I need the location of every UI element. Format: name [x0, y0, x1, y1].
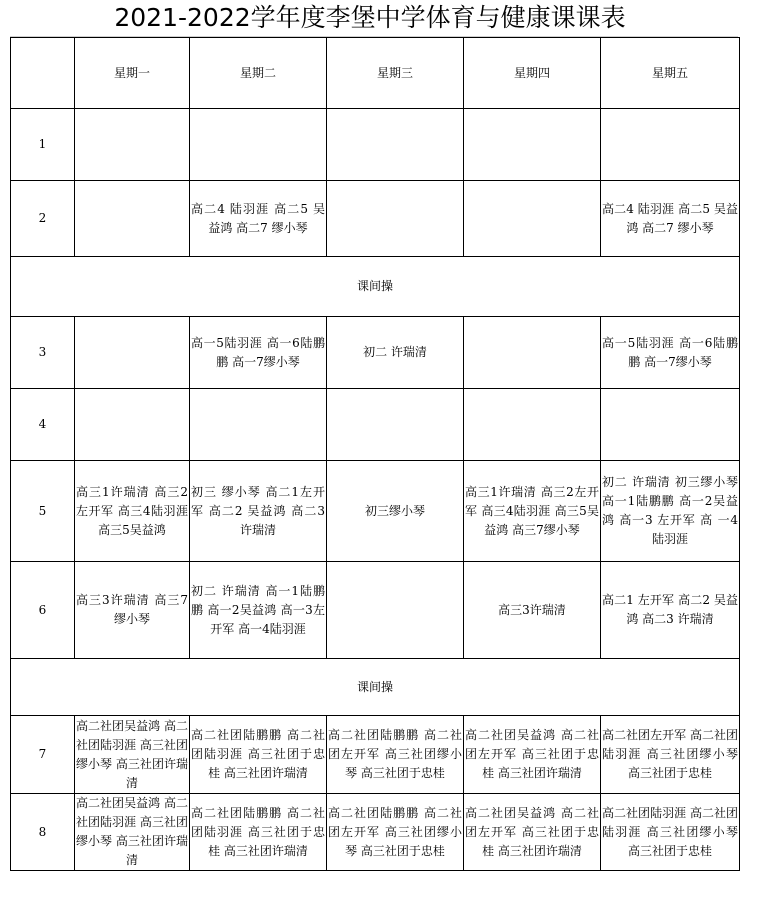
period-number: 4 [11, 389, 75, 461]
period-number: 8 [11, 794, 75, 871]
period-row-8 [11, 794, 740, 871]
cell-text: 高二社团陆鹏鹏 高二社团陆羽涯 高三社团于忠桂 高三社团许瑞清 [191, 728, 325, 780]
cell-text: 高二社团陆鹏鹏 高二社团左开军 高三社团缪小琴 高三社团于忠桂 [328, 805, 462, 858]
schedule-cell [601, 389, 740, 461]
cell-text: 高二社团吴益鸿 高二社团左开军 高三社团于忠桂 高三社团许瑞清 [465, 805, 599, 858]
cell-text: 高二社团吴益鸿 高二社团陆羽涯 高三社团缪小琴 高三社团许瑞清 [76, 796, 188, 867]
cell-text: 初二 许瑞清 高一1陆鹏鹏 高一2吴益鸿 高一3左开军 高一4陆羽涯 [191, 583, 325, 636]
schedule-cell [327, 562, 464, 659]
schedule-cell [601, 317, 740, 389]
schedule-cell [327, 389, 464, 461]
cell-text: 高三3许瑞清 [498, 602, 566, 617]
cell-text: 高二1 左开军 高二2 吴益鸿 高二3 许瑞清 [602, 593, 738, 626]
cell-text: 高二社团陆羽涯 高二社团陆羽涯 高三社团缪小琴 高三社团于忠桂 [602, 805, 738, 858]
schedule-cell [75, 562, 190, 659]
schedule-cell [327, 109, 464, 181]
period-number: 5 [11, 461, 75, 562]
day-header-tue: 星期二 [190, 38, 327, 109]
period-row-5 [11, 461, 740, 562]
cell-text: 高二社团陆鹏鹏 高二社团陆羽涯 高三社团于忠桂 高三社团许瑞清 [191, 805, 325, 858]
schedule-cell [464, 109, 601, 181]
schedule-cell [190, 562, 327, 659]
day-header-thu: 星期四 [464, 38, 601, 109]
schedule-cell [75, 461, 190, 562]
cell-text: 高一5陆羽涯 高一6陆鹏鹏 高一7缪小琴 [602, 335, 738, 369]
corner-cell [11, 38, 75, 109]
period-number: 7 [11, 716, 75, 794]
break-label: 课间操 [11, 659, 740, 716]
period-number: 2 [11, 181, 75, 257]
schedule-cell [601, 181, 740, 257]
schedule-cell [190, 181, 327, 257]
break-label: 课间操 [11, 257, 740, 317]
cell-text: 高三1许瑞清 高三2左开军 高三4陆羽涯 高三5吴益鸿 高三7缪小琴 [465, 484, 599, 537]
schedule-cell [190, 389, 327, 461]
cell-text: 初二 许瑞清 初三缪小琴 高一1陆鹏鹏 高一2吴益鸿 高一3 左开军 高 一4陆羽涯 [602, 475, 738, 546]
schedule-cell [464, 794, 601, 871]
schedule-cell [327, 794, 464, 871]
cell-text: 高二社团吴益鸿 高二社团陆羽涯 高三社团缪小琴 高三社团许瑞清 [76, 718, 188, 790]
period-number: 3 [11, 317, 75, 389]
schedule-cell [75, 181, 190, 257]
cell-text: 高三3许瑞清 高三7缪小琴 [76, 593, 188, 626]
cell-text: 初三 缪小琴 高二1左开军 高二2 吴益鸿 高二3 许瑞清 [191, 484, 325, 537]
schedule-cell [464, 181, 601, 257]
period-row-2 [11, 181, 740, 257]
cell-text: 高一5陆羽涯 高一6陆鹏鹏 高一7缪小琴 [191, 335, 325, 369]
schedule-table [10, 37, 740, 871]
break-row [11, 257, 740, 317]
period-row-3 [11, 317, 740, 389]
schedule-cell [190, 109, 327, 181]
cell-text: 高三1许瑞清 高三2左开军 高三4陆羽涯 高三5吴益鸿 [76, 484, 188, 537]
schedule-cell [190, 461, 327, 562]
schedule-cell [75, 716, 190, 794]
schedule-cell [464, 461, 601, 562]
schedule-cell [601, 109, 740, 181]
schedule-cell [75, 317, 190, 389]
schedule-cell [190, 716, 327, 794]
period-row-4 [11, 389, 740, 461]
cell-text: 高二社团左开军 高二社团陆羽涯 高三社团缪小琴 高三社团于忠桂 [602, 728, 738, 780]
cell-text: 初二 许瑞清 [363, 345, 427, 359]
period-row-1 [11, 109, 740, 181]
period-row-6 [11, 562, 740, 659]
cell-text: 初三缪小琴 [364, 503, 425, 518]
day-header-wed: 星期三 [327, 38, 464, 109]
schedule-cell [601, 716, 740, 794]
schedule-cell [327, 716, 464, 794]
schedule-cell [601, 562, 740, 659]
schedule-cell [190, 317, 327, 389]
day-header-mon: 星期一 [75, 38, 190, 109]
cell-text: 高二社团吴益鸿 高二社团左开军 高三社团于忠桂 高三社团许瑞清 [465, 728, 599, 780]
day-header-fri: 星期五 [601, 38, 740, 109]
header-row [11, 38, 740, 109]
cell-text: 高二4 陆羽涯 高二5 吴益鸿 高二7 缪小琴 [191, 201, 325, 235]
cell-text: 高二4 陆羽涯 高二5 吴益鸿 高二7 缪小琴 [602, 201, 738, 235]
schedule-cell [327, 181, 464, 257]
schedule-cell [327, 317, 464, 389]
schedule-cell [601, 794, 740, 871]
page-title: 2021-2022学年度李堡中学体育与健康课课表 [114, 3, 626, 32]
schedule-cell [464, 716, 601, 794]
schedule-cell [75, 109, 190, 181]
schedule-cell [601, 461, 740, 562]
schedule-cell [75, 794, 190, 871]
schedule-cell [75, 389, 190, 461]
cell-text: 高二社团陆鹏鹏 高二社团左开军 高三社团缪小琴 高三社团于忠桂 [328, 728, 462, 780]
schedule-cell [464, 562, 601, 659]
schedule-cell [327, 461, 464, 562]
schedule-cell [464, 389, 601, 461]
schedule-cell [190, 794, 327, 871]
period-number: 1 [11, 109, 75, 181]
period-number: 6 [11, 562, 75, 659]
schedule-cell [464, 317, 601, 389]
break-row [11, 659, 740, 716]
period-row-7 [11, 716, 740, 794]
